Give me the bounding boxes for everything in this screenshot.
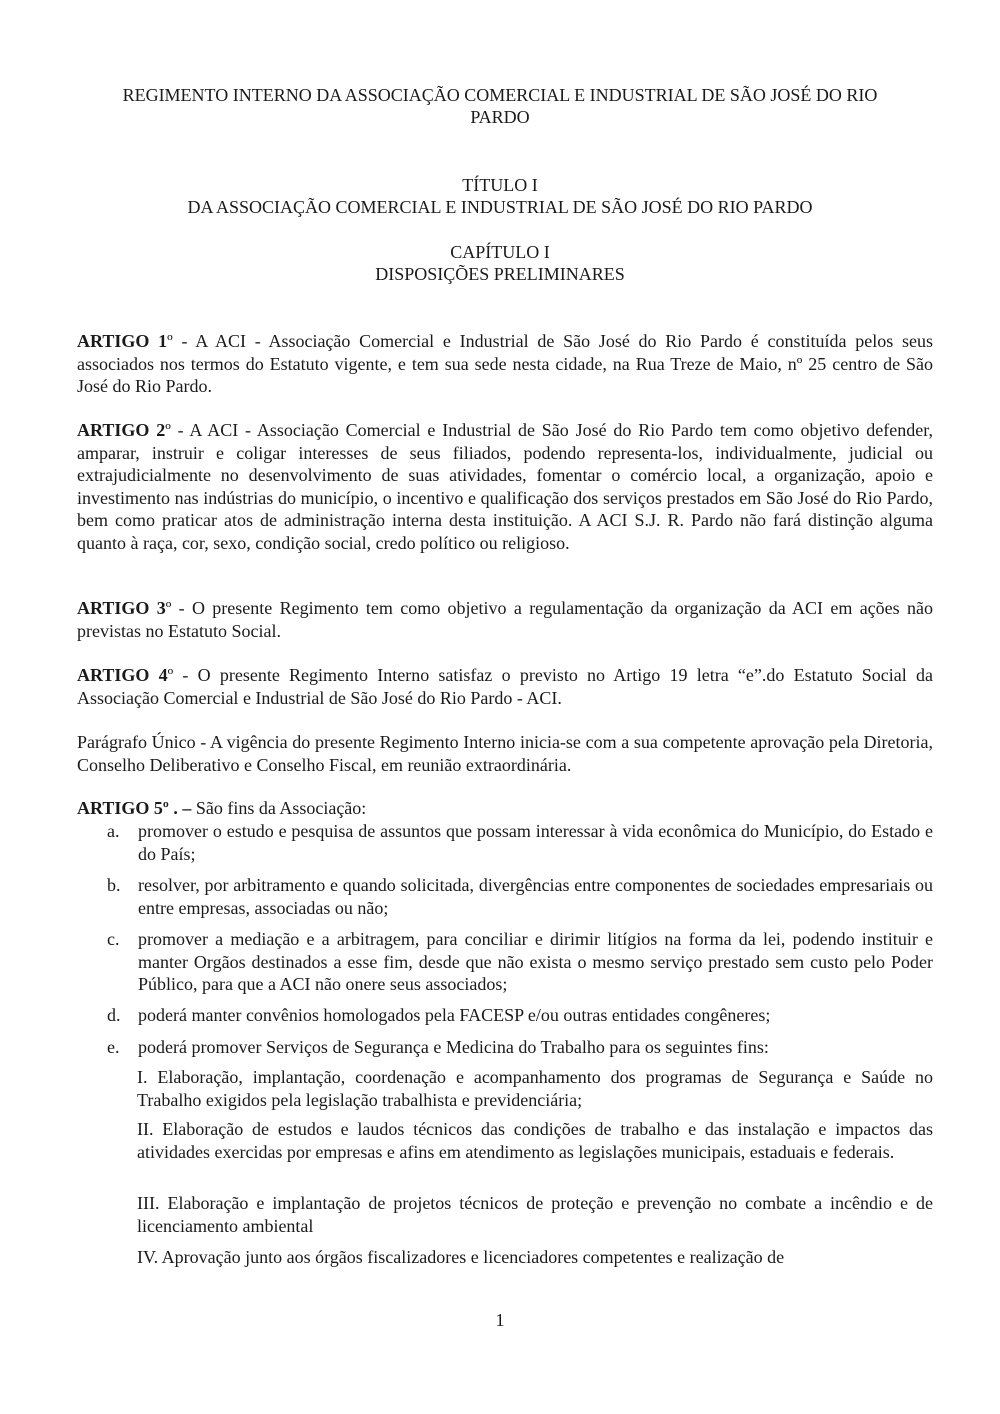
article-3 bbox=[77, 597, 933, 642]
article-4 bbox=[77, 664, 933, 709]
article-1-text: º - A ACI - Associação Comercial e Industrial de São José do Rio Pardo é constituída pelos seus associados nos termos do Estatuto vigente, e tem sua sede nesta cidade, na Rua Treze de Maio, nº 25 centro de São José do Rio Pardo. bbox=[77, 331, 933, 396]
article-2-label: ARTIGO 2 bbox=[77, 420, 166, 440]
list-item-letter: b. bbox=[107, 875, 121, 895]
article-5-label: ARTIGO 5º . – bbox=[77, 798, 192, 818]
article-3-label: ARTIGO 3 bbox=[77, 598, 166, 618]
article-5-text: São fins da Associação: bbox=[191, 798, 367, 818]
list-item-c bbox=[107, 928, 933, 996]
titulo-label: TÍTULO I bbox=[462, 175, 538, 195]
document-title-line1: REGIMENTO INTERNO DA ASSOCIAÇÃO COMERCIAL E INDUSTRIAL DE SÃO JOSÉ DO RIO bbox=[122, 85, 878, 105]
list-item-b bbox=[107, 874, 933, 919]
list-item-text: promover o estudo e pesquisa de assuntos que possam interessar à vida econômica do Município, do Estado e do País; bbox=[138, 821, 933, 864]
list-item-a bbox=[107, 820, 933, 865]
document-title-line2: PARDO bbox=[470, 107, 530, 127]
article-4-text: º - O presente Regimento Interno satisfaz o previsto no Artigo 19 letra “e”.do Estatuto Social da Associação Comercial e Industrial de São José do Rio Pardo - ACI. bbox=[77, 665, 933, 708]
capitulo-text: DISPOSIÇÕES PRELIMINARES bbox=[375, 264, 625, 284]
list-item-letter: c. bbox=[107, 929, 120, 949]
subitem-iii: III. Elaboração e implantação de projetos técnicos de proteção e prevenção no combate a incêndio e de licenciamento ambiental bbox=[137, 1193, 933, 1236]
article-2-text: º - A ACI - Associação Comercial e Industrial de São José do Rio Pardo tem como objetivo defender, amparar, instruir e coligar interesses de seus filiados, podendo representa-los, individualmente, judicial ou extrajudicialmente no desenvolvimento de suas atividades, fomentar o comércio local, a organização, apoio e investimento nas indústrias do município, o incentivo e qualificação dos serviços prestados em São José do Rio Pardo, bem como praticar atos de administração interna desta instituição. A ACI S.J. R. Pardo não fará distinção alguma quanto à raça, cor, sexo, condição social, credo político ou religioso. bbox=[77, 420, 933, 553]
list-item-text: resolver, por arbitramento e quando solicitada, divergências entre componentes de sociedades empresariais ou entre empresas, associadas ou não; bbox=[138, 875, 933, 918]
document-title bbox=[0, 84, 1000, 128]
page-number: 1 bbox=[495, 1310, 505, 1330]
paragrafo-unico: Parágrafo Único - A vigência do presente Regimento Interno inicia-se com a sua competente aprovação pela Diretoria, Conselho Deliberativo e Conselho Fiscal, em reunião extraordinária. bbox=[77, 732, 933, 775]
capitulo-heading bbox=[0, 241, 1000, 285]
article-4-label: ARTIGO 4 bbox=[77, 665, 168, 685]
article-1-label: ARTIGO 1 bbox=[77, 331, 168, 351]
capitulo-label: CAPÍTULO I bbox=[450, 242, 550, 262]
subitem-i: I. Elaboração, implantação, coordenação e acompanhamento dos programas de Segurança e Saúde no Trabalho exigidos pela legislação trabalhista e previdenciária; bbox=[137, 1067, 933, 1110]
list-item-e bbox=[107, 1036, 933, 1059]
subitem-iv: IV. Aprovação junto aos órgãos fiscalizadores e licenciadores competentes e realização de bbox=[137, 1247, 785, 1267]
subitem-ii: II. Elaboração de estudos e laudos técnicos das condições de trabalho e das instalação e impactos das atividades exercidas por empresas e afins em atendimento as legislações municipais, estaduais e federais. bbox=[137, 1119, 933, 1162]
article-5 bbox=[77, 797, 933, 820]
list-item-d bbox=[107, 1004, 933, 1027]
article-2 bbox=[77, 419, 933, 554]
list-item-text: promover a mediação e a arbitragem, para conciliar e dirimir litígios na forma da lei, podendo instituir e manter Orgãos destinados a esse fim, desde que não exista o mesmo serviço prestado sem custo pelo Poder Público, para que a ACI não onere seus associados; bbox=[138, 929, 933, 994]
article-1 bbox=[77, 330, 933, 398]
list-item-letter: d. bbox=[107, 1005, 121, 1025]
titulo-heading bbox=[0, 174, 1000, 218]
list-item-letter: a. bbox=[107, 821, 120, 841]
article-3-text: º - O presente Regimento tem como objetivo a regulamentação da organização da ACI em ações não previstas no Estatuto Social. bbox=[77, 598, 933, 641]
list-item-text: poderá promover Serviços de Segurança e Medicina do Trabalho para os seguintes fins: bbox=[138, 1037, 769, 1057]
list-item-letter: e. bbox=[107, 1037, 120, 1057]
titulo-text: DA ASSOCIAÇÃO COMERCIAL E INDUSTRIAL DE SÃO JOSÉ DO RIO PARDO bbox=[187, 197, 813, 217]
list-item-text: poderá manter convênios homologados pela FACESP e/ou outras entidades congêneres; bbox=[138, 1005, 771, 1025]
